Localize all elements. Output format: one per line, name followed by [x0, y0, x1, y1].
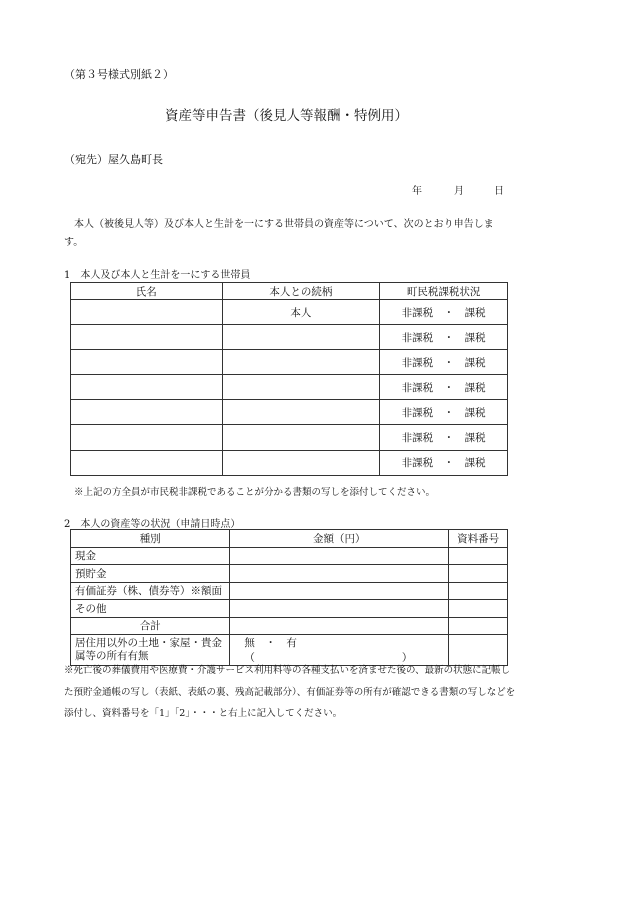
name-cell[interactable] — [71, 325, 223, 350]
header-amount: 金額（円） — [230, 530, 449, 548]
relation-cell[interactable] — [222, 325, 380, 350]
property-label: 居住用以外の土地・家屋・貴金属等の所有有無 — [71, 635, 230, 666]
name-cell[interactable] — [71, 375, 223, 400]
addressee: （宛先）屋久島町長 — [64, 153, 163, 166]
property-value[interactable]: 無 ・ 有（ ） — [230, 635, 449, 666]
name-cell[interactable] — [71, 400, 223, 425]
total-label: 合計 — [71, 617, 230, 635]
section2-note-line3: 添付し、資料番号を「1」「2」・・・と右上に記入してください。 — [64, 708, 343, 719]
household-table-header — [71, 283, 508, 300]
header-relation: 本人との続柄 — [222, 283, 380, 300]
table-row — [71, 400, 508, 425]
amount-cell[interactable] — [230, 582, 449, 600]
table-row — [71, 600, 508, 618]
table-row — [71, 425, 508, 450]
tax-status-cell[interactable]: 非課税 ・ 課税 — [380, 350, 508, 375]
table-row — [71, 450, 508, 475]
section2-heading: 2 本人の資産等の状況（申請日時点） — [64, 519, 241, 530]
asset-type-other: その他 — [71, 600, 230, 618]
header-doc-number: 資料番号 — [449, 530, 508, 548]
name-cell[interactable] — [71, 425, 223, 450]
table-row — [71, 375, 508, 400]
doc-number-cell[interactable] — [449, 617, 508, 635]
intro-text-line2: す。 — [64, 237, 84, 248]
tax-status-cell[interactable]: 非課税 ・ 課税 — [380, 300, 508, 325]
intro-text-line1: 本人（被後見人等）及び本人と生計を一にする世帯員の資産等について、次のとおり申告しま — [74, 219, 494, 230]
table-row-property — [71, 635, 508, 666]
doc-number-cell[interactable] — [449, 635, 508, 666]
name-cell[interactable] — [71, 450, 223, 475]
section1-note: ※上記の方全員が市民税非課税であることが分かる書類の写しを添付してください。 — [74, 487, 436, 498]
table-row — [71, 350, 508, 375]
amount-cell[interactable] — [230, 565, 449, 583]
table-row — [71, 547, 508, 565]
page-title: 資産等申告書（後見人等報酬・特例用） — [165, 108, 408, 124]
date-day-label: 日 — [494, 186, 504, 197]
date-month-label: 月 — [454, 186, 464, 197]
relation-cell[interactable] — [222, 450, 380, 475]
doc-number-cell[interactable] — [449, 565, 508, 583]
relation-cell[interactable]: 本人 — [222, 300, 380, 325]
asset-type-securities: 有価証券（株、債券等）※額面 — [71, 582, 230, 600]
assets-table-header — [71, 530, 508, 548]
name-cell[interactable] — [71, 300, 223, 325]
table-row — [71, 565, 508, 583]
relation-cell[interactable] — [222, 350, 380, 375]
tax-status-cell[interactable]: 非課税 ・ 課税 — [380, 325, 508, 350]
section2-note-line2: た預貯金通帳の写し（表紙、表紙の裏、残高記載部分）、有価証券等の所有が確認できる書類の写しなどを — [64, 687, 516, 698]
relation-cell[interactable] — [222, 400, 380, 425]
household-table — [70, 282, 508, 476]
table-row — [71, 582, 508, 600]
tax-status-cell[interactable]: 非課税 ・ 課税 — [380, 375, 508, 400]
table-row-total — [71, 617, 508, 635]
table-row — [71, 300, 508, 325]
name-cell[interactable] — [71, 350, 223, 375]
header-tax-status: 町民税課税状況 — [380, 283, 508, 300]
amount-cell[interactable] — [230, 547, 449, 565]
tax-status-cell[interactable]: 非課税 ・ 課税 — [380, 400, 508, 425]
asset-type-savings: 預貯金 — [71, 565, 230, 583]
asset-type-cash: 現金 — [71, 547, 230, 565]
header-type: 種別 — [71, 530, 230, 548]
doc-number-cell[interactable] — [449, 547, 508, 565]
header-name: 氏名 — [71, 283, 223, 300]
doc-number-cell[interactable] — [449, 582, 508, 600]
form-number: （第３号様式別紙２） — [64, 68, 174, 81]
relation-cell[interactable] — [222, 425, 380, 450]
doc-number-cell[interactable] — [449, 600, 508, 618]
relation-cell[interactable] — [222, 375, 380, 400]
table-row — [71, 325, 508, 350]
assets-table — [70, 529, 508, 666]
date-year-label: 年 — [412, 186, 422, 197]
amount-cell[interactable] — [230, 600, 449, 618]
section1-heading: 1 本人及び本人と生計を一にする世帯員 — [64, 270, 251, 281]
section2-note-line1: ※死亡後の葬儀費用や医療費・介護サービス利用料等の各種支払いを済ませた後の、最新の状態に記帳し — [64, 665, 511, 676]
tax-status-cell[interactable]: 非課税 ・ 課税 — [380, 425, 508, 450]
total-amount-cell[interactable] — [230, 617, 449, 635]
tax-status-cell[interactable]: 非課税 ・ 課税 — [380, 450, 508, 475]
